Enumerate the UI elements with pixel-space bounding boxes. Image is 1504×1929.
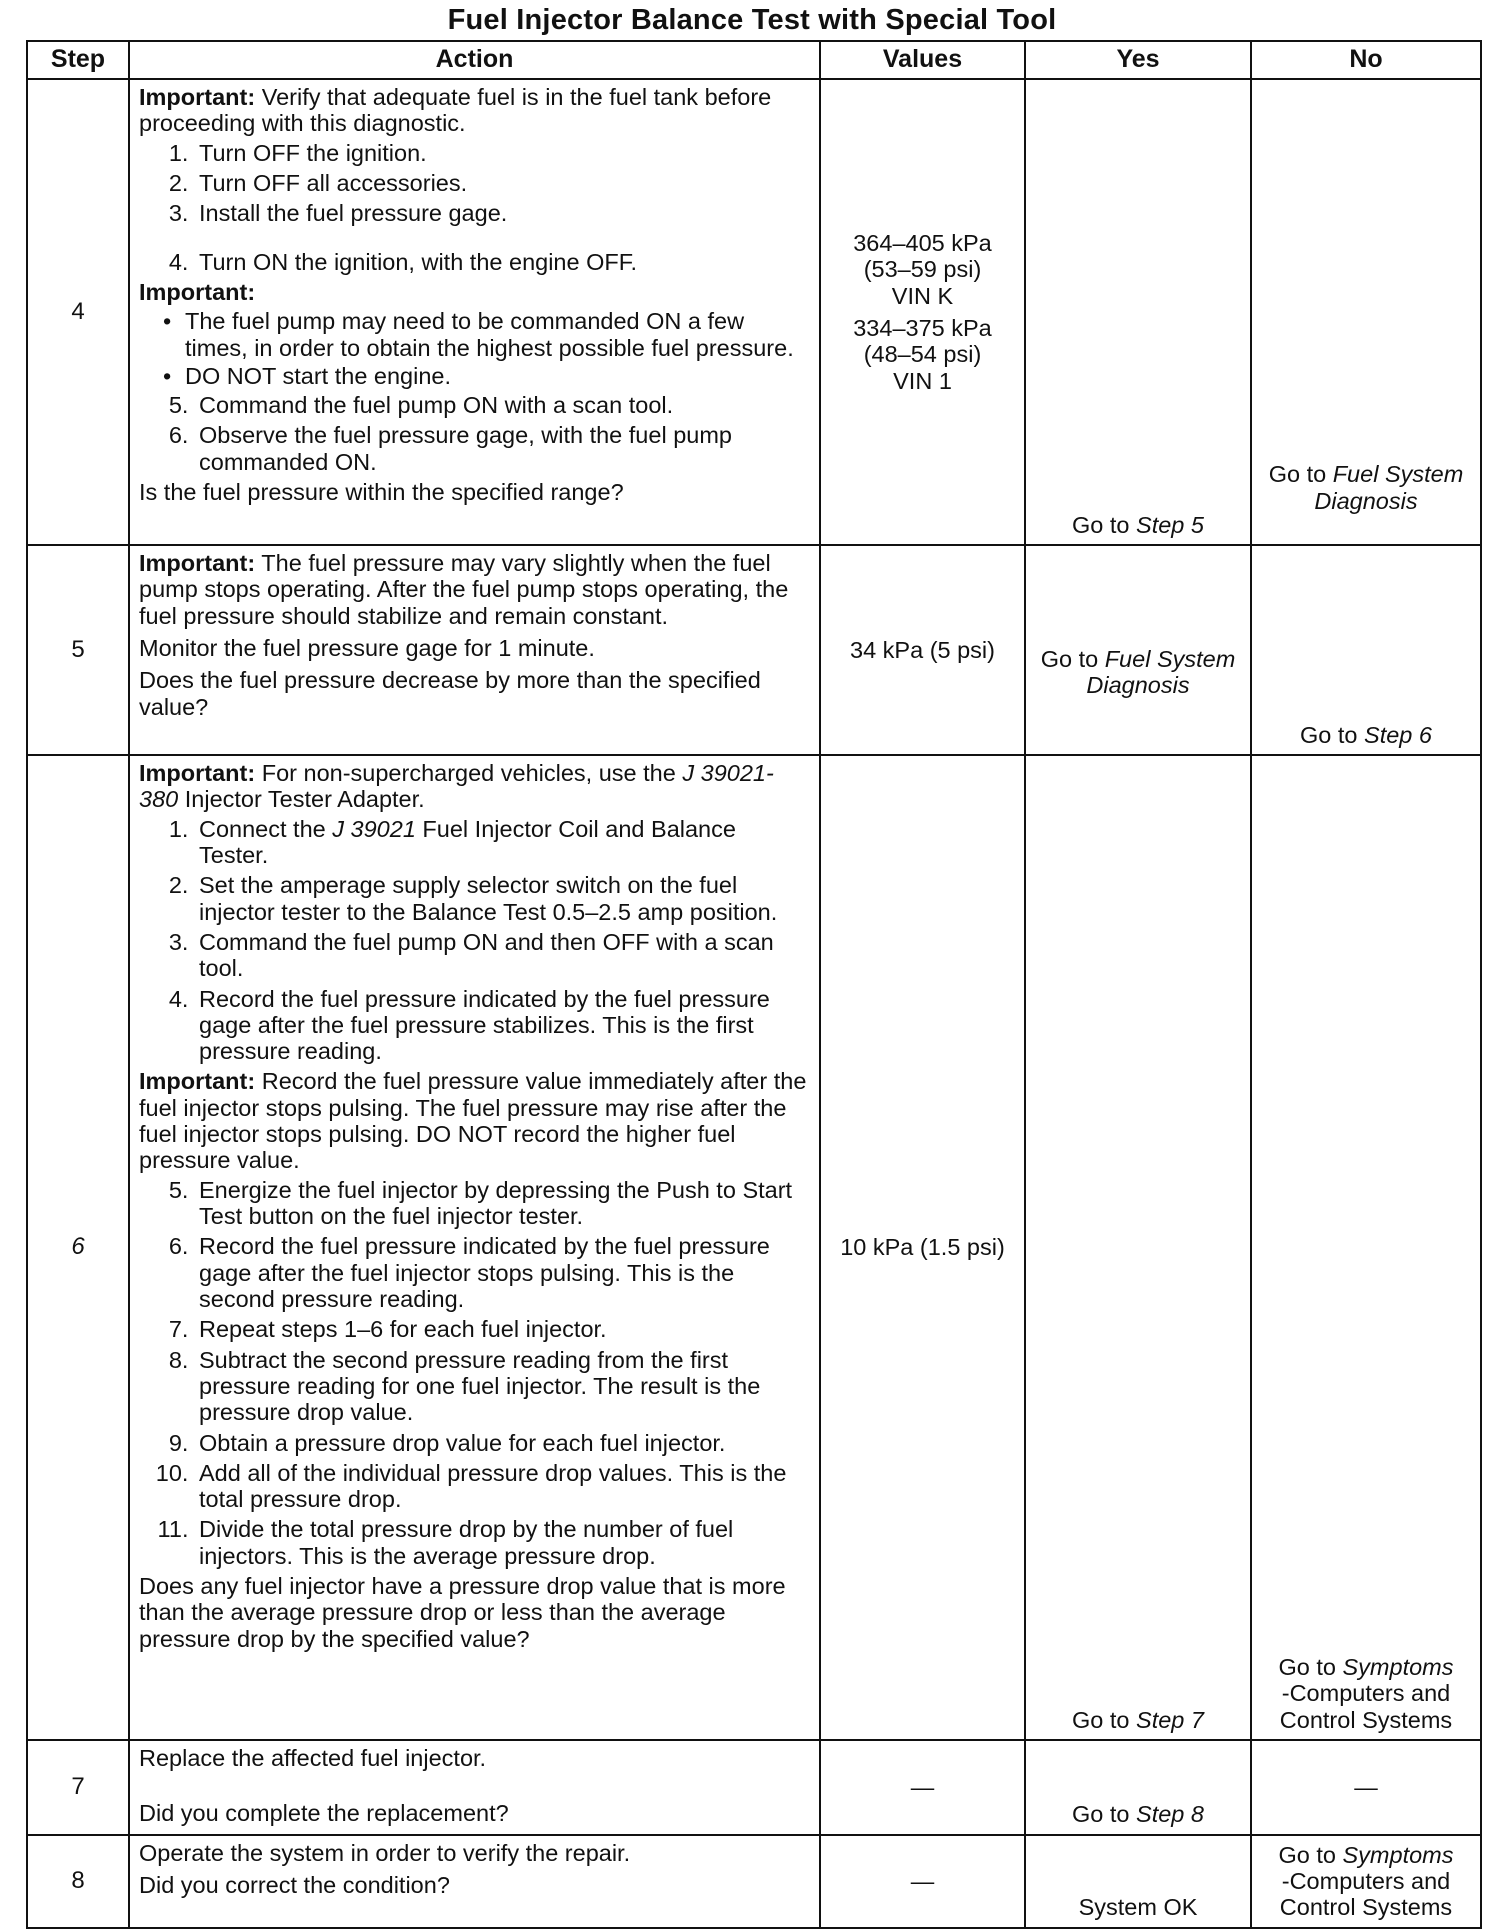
header-values: Values bbox=[820, 41, 1025, 79]
list-item: 10. Add all of the individual pressure drop values. This is the total pressure drop. bbox=[195, 1460, 810, 1513]
question-text: Is the fuel pressure within the specified range? bbox=[139, 479, 624, 506]
list-item: 5. Energize the fuel injector by depressing the Push to Start Test button on the fuel injector tester. bbox=[195, 1177, 810, 1230]
list-item: 7. Repeat steps 1–6 for each fuel injector. bbox=[195, 1316, 810, 1342]
header-no: No bbox=[1251, 41, 1481, 79]
page-title: Fuel Injector Balance Test with Special Tool bbox=[447, 4, 1057, 36]
list-item: • The fuel pump may need to be commanded ON a few times, in order to obtain the highest possible fuel pressure. bbox=[185, 308, 810, 361]
action-cell bbox=[129, 1835, 820, 1928]
action-cell bbox=[129, 545, 820, 755]
table-row-step-6 bbox=[27, 755, 1481, 1740]
bullet-list bbox=[139, 308, 810, 389]
values-cell: — bbox=[820, 1740, 1025, 1835]
list-item: 4. Turn ON the ignition, with the engine OFF. bbox=[195, 249, 810, 275]
list-item: 3. Install the fuel pressure gage. bbox=[195, 200, 810, 226]
list-item: 6. Observe the fuel pressure gage, with the fuel pump commanded ON. bbox=[195, 422, 810, 475]
list-item: 11. Divide the total pressure drop by the number of fuel injectors. This is the average pressure drop. bbox=[195, 1516, 810, 1569]
list-item: 4. Record the fuel pressure indicated by the fuel pressure gage after the fuel pressure stabilizes. This is the first pressure reading. bbox=[195, 986, 810, 1065]
question-text: Did you correct the condition? bbox=[139, 1871, 450, 1898]
values-cell bbox=[820, 79, 1025, 545]
value-line: 334–375 kPa bbox=[853, 314, 992, 341]
step-number: 7 bbox=[27, 1740, 129, 1835]
value-line: VIN 1 bbox=[893, 367, 952, 394]
values-cell: 10 kPa (1.5 psi) bbox=[820, 755, 1025, 1740]
header-row bbox=[27, 41, 1481, 79]
no-cell: — bbox=[1251, 1740, 1481, 1835]
values-cell: 34 kPa (5 psi) bbox=[820, 545, 1025, 755]
action-text: Operate the system in order to verify the repair. bbox=[139, 1839, 631, 1866]
no-cell: Go to Symptoms -Computers and Control Systems bbox=[1251, 755, 1481, 1740]
important-note: Important: Verify that adequate fuel is in the fuel tank before proceeding with this diagnostic. bbox=[139, 84, 772, 137]
question-text: Did you complete the replacement? bbox=[139, 1800, 509, 1827]
yes-cell: System OK bbox=[1025, 1835, 1251, 1928]
list-item: 1. Turn OFF the ignition. bbox=[195, 140, 810, 166]
action-cell bbox=[129, 755, 820, 1740]
table-row-step-4 bbox=[27, 79, 1481, 545]
list-item: 8. Subtract the second pressure reading from the first pressure reading for one fuel injector. The result is the pressure drop value. bbox=[195, 1347, 810, 1426]
yes-cell: Go to Step 7 bbox=[1025, 755, 1251, 1740]
list-item: 9. Obtain a pressure drop value for each fuel injector. bbox=[195, 1430, 810, 1456]
action-text: Replace the affected fuel injector. bbox=[139, 1745, 487, 1771]
value-line: VIN K bbox=[891, 282, 954, 309]
instruction-list bbox=[139, 1177, 810, 1569]
instruction-list bbox=[139, 140, 810, 227]
no-cell: Go to Fuel System Diagnosis bbox=[1251, 79, 1481, 545]
step-number: 6 bbox=[27, 755, 129, 1740]
step-number: 8 bbox=[27, 1835, 129, 1928]
list-item: • DO NOT start the engine. bbox=[185, 363, 810, 389]
important-note: Important: For non-supercharged vehicles, use the J 39021-380 Injector Tester Adapter. bbox=[139, 760, 774, 813]
action-cell bbox=[129, 79, 820, 545]
yes-cell: Go to Fuel System Diagnosis bbox=[1025, 545, 1251, 755]
header-yes: Yes bbox=[1025, 41, 1251, 79]
step-number: 5 bbox=[27, 545, 129, 755]
table-row-step-5 bbox=[27, 545, 1481, 755]
important-note: Important: Record the fuel pressure value immediately after the fuel injector stops pulsing. The fuel pressure may rise after the fuel injector stops pulsing. DO NOT record the higher fuel pressure value. bbox=[139, 1068, 807, 1174]
table-row-step-7 bbox=[27, 1740, 1481, 1835]
no-cell: Go to Step 6 bbox=[1251, 545, 1481, 755]
diagnostic-table bbox=[26, 40, 1482, 1929]
instruction-list bbox=[139, 816, 810, 1065]
question-text: Does any fuel injector have a pressure drop value that is more than the average pressure drop or less than the average pressure drop by the specified value? bbox=[139, 1573, 786, 1652]
values-cell: — bbox=[820, 1835, 1025, 1928]
list-item: 6. Record the fuel pressure indicated by the fuel pressure gage after the fuel injector stops pulsing. This is the second pressure reading. bbox=[195, 1233, 810, 1312]
no-cell: Go to Symptoms -Computers and Control Systems bbox=[1251, 1835, 1481, 1928]
list-item: 5. Command the fuel pump ON with a scan tool. bbox=[195, 392, 810, 418]
header-action: Action bbox=[129, 41, 820, 79]
value-line: (48–54 psi) bbox=[863, 341, 982, 368]
value-line: (53–59 psi) bbox=[863, 256, 982, 283]
table-row-step-8 bbox=[27, 1835, 1481, 1928]
list-item: 2. Turn OFF all accessories. bbox=[195, 170, 810, 196]
yes-cell: Go to Step 8 bbox=[1025, 1740, 1251, 1835]
instruction-list bbox=[139, 392, 810, 475]
important-note: Important: The fuel pressure may vary slightly when the fuel pump stops operating. After the fuel pump stops operating, the fuel pressure should stabilize and remain constant. bbox=[139, 550, 789, 629]
list-item: 1. Connect the J 39021 Fuel Injector Coil and Balance Tester. bbox=[195, 816, 810, 869]
header-step: Step bbox=[27, 41, 129, 79]
list-item: 2. Set the amperage supply selector switch on the fuel injector tester to the Balance Test 0.5–2.5 amp position. bbox=[195, 872, 810, 925]
important-label: Important: bbox=[139, 278, 256, 305]
value-line: 364–405 kPa bbox=[853, 230, 992, 256]
question-text: Does the fuel pressure decrease by more than the specified value? bbox=[139, 667, 761, 720]
action-cell bbox=[129, 1740, 820, 1835]
monitor-text: Monitor the fuel pressure gage for 1 minute. bbox=[139, 634, 595, 661]
yes-cell: Go to Step 5 bbox=[1025, 79, 1251, 545]
instruction-list bbox=[139, 249, 810, 275]
list-item: 3. Command the fuel pump ON and then OFF with a scan tool. bbox=[195, 929, 810, 982]
step-number: 4 bbox=[27, 79, 129, 545]
